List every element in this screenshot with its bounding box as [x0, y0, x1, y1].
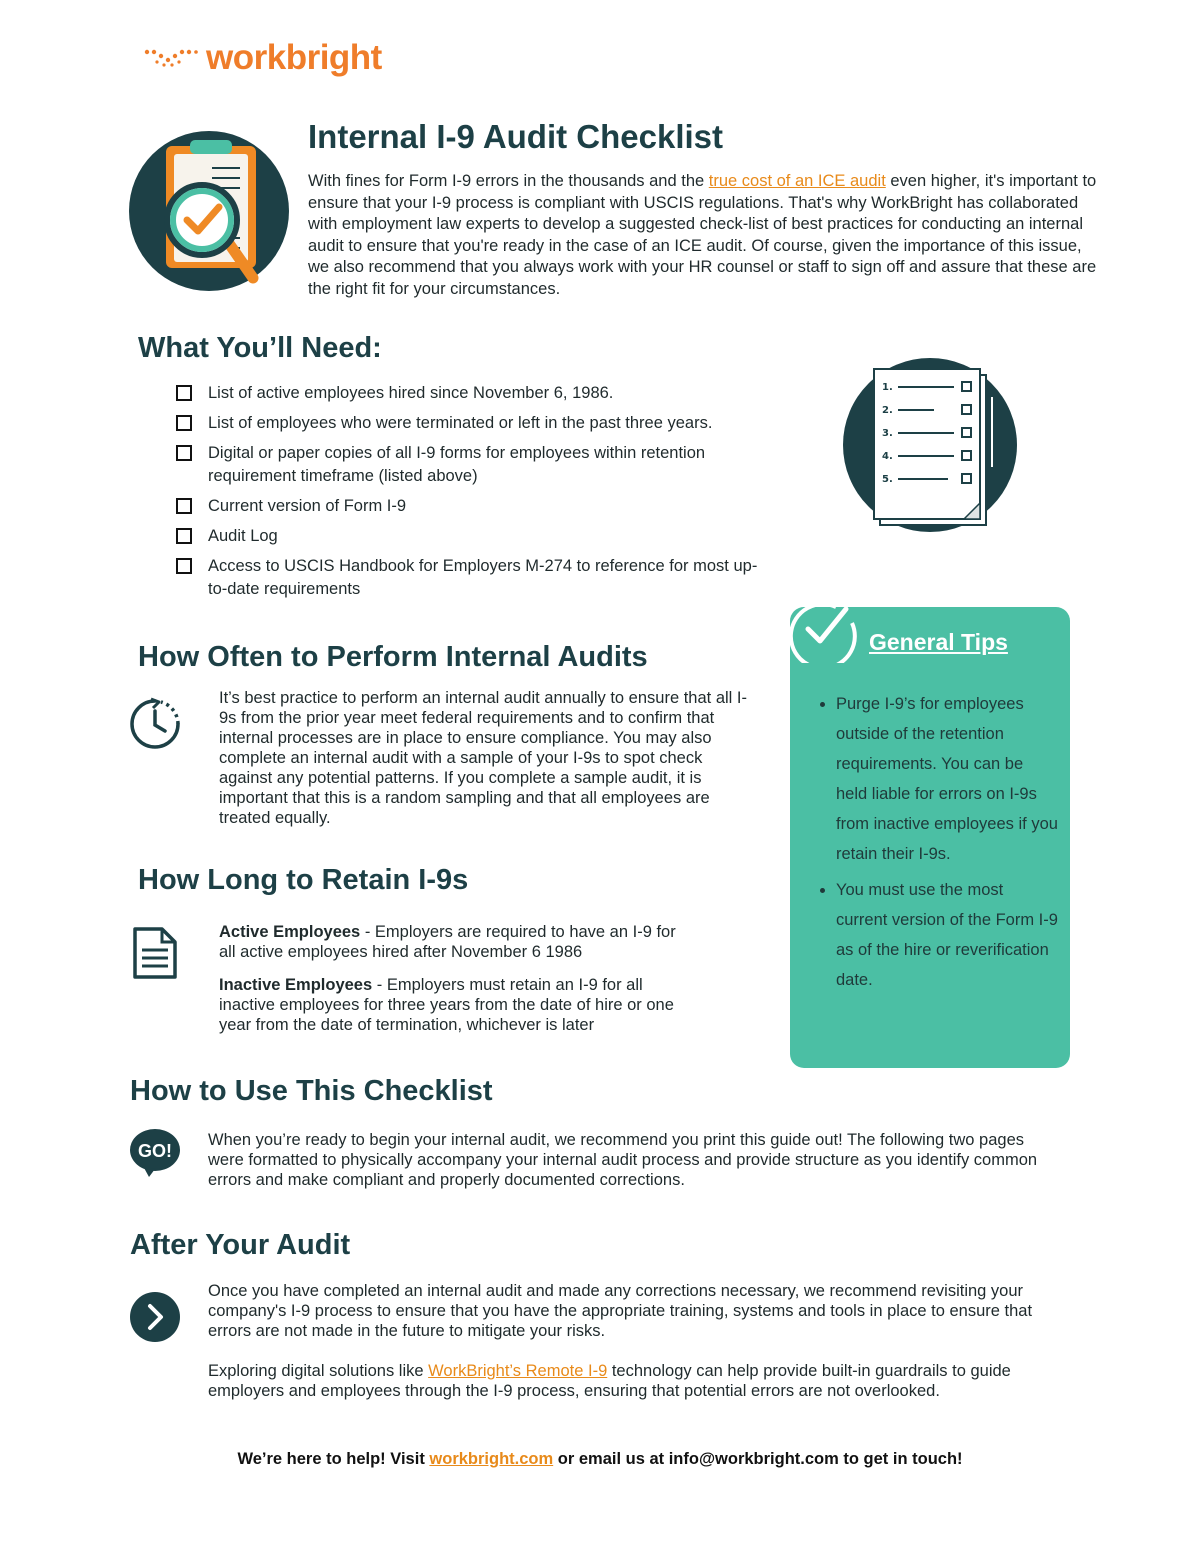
checkbox[interactable]: [176, 528, 192, 544]
needs-heading: What You’ll Need:: [138, 332, 382, 364]
list-item: Digital or paper copies of all I-9 forms for employees within retention requirement timeframe (listed above): [176, 442, 776, 488]
how-to-use-heading: How to Use This Checklist: [130, 1075, 493, 1107]
list-item: Audit Log: [176, 525, 776, 548]
after-audit-heading: After Your Audit: [130, 1229, 351, 1261]
svg-text:GO!: GO!: [138, 1141, 172, 1161]
tip-item: • Purge I-9’s for employees outside of the retention requirements. You can be held liable for errors on I-9s from inactive employees if you retain their I-9s.: [836, 689, 1058, 869]
checklist-number: 2.: [882, 405, 893, 416]
logo-text: workbright: [206, 38, 382, 77]
how-often-text: It’s best practice to perform an internal audit annually to ensure that all I-9s from the prior year meet federal requirements and to confirm that internal processes are in place to ensure compliance. You may also complete an internal audit with a sample of your I-9s to spot check against any potential patterns. If you complete a sample audit, it is important that this is a random sampling and that all employees are treated equally.: [219, 689, 747, 827]
after-audit-text: Once you have completed an internal audit and made any corrections necessary, we recommend revisiting your company's I-9 process to ensure that you have the appropriate training, systems and tools in place to ensure that errors are not made in the future to mitigate your risks.: [208, 1282, 1033, 1340]
checklist-number: 3.: [882, 428, 893, 439]
active-employees-text: Active Employees - Employers are required to have an I-9 for all active employees hired after November 6 1986: [219, 923, 676, 961]
checkmark-icon: [788, 603, 858, 663]
digital-solutions-text: Exploring digital solutions like WorkBright’s Remote I-9 technology can help provide built-in guardrails to guide employers and employees through the I-9 process, ensuring that potential errors are not overlooked.: [208, 1362, 1011, 1400]
how-often-heading: How Often to Perform Internal Audits: [138, 641, 648, 673]
checklist-number: 1.: [882, 382, 893, 393]
checklist-number: 4.: [882, 451, 893, 462]
workbright-website-link[interactable]: workbright.com: [429, 1450, 554, 1468]
tips-list: [836, 689, 1058, 1001]
workbright-logo[interactable]: [144, 38, 382, 78]
page-title: Internal I-9 Audit Checklist: [308, 118, 724, 155]
how-to-use-text: When you’re ready to begin your internal audit, we recommend you print this guide out! The following two pages were formatted to physically accompany your internal audit process and provide structure as you identify common errors and make compliant and properly documented corrections.: [208, 1131, 1038, 1189]
general-tips-box: [790, 607, 1070, 1068]
footer-contact: We’re here to help! Visit workbright.com or email us at info@workbright.com to get in touch!: [237, 1450, 963, 1468]
checklist-number: 5.: [882, 474, 893, 485]
logo-mark-icon: [144, 47, 198, 69]
ice-audit-cost-link[interactable]: true cost of an ICE audit: [708, 172, 886, 190]
arrow-right-circle-icon: [129, 1291, 181, 1343]
list-item: Current version of Form I-9: [176, 495, 776, 518]
tip-item: • You must use the most current version of the Form I-9 as of the hire or reverification date.: [836, 875, 1058, 995]
clock-icon: [128, 697, 182, 751]
inactive-employees-text: Inactive Employees - Employers must retain an I-9 for all inactive employees for three years from the date of hire or one year from the date of termination, whichever is later: [219, 976, 674, 1034]
document-icon: [132, 926, 178, 980]
list-item: List of active employees hired since November 6, 1986.: [176, 382, 776, 405]
remote-i9-link[interactable]: WorkBright’s Remote I-9: [428, 1362, 608, 1380]
how-long-heading: How Long to Retain I-9s: [138, 864, 469, 896]
go-speech-bubble-icon: [129, 1128, 181, 1178]
checkbox[interactable]: [176, 558, 192, 574]
intro-paragraph: With fines for Form I-9 errors in the thousands and the true cost of an ICE audit even higher, it's important to ensure that your I-9 process is compliant with USCIS regulations. That's why WorkBright has collaborated with employment law experts to develop a suggested check-list of best practices for conducting an internal audit to ensure that you're ready in the case of an ICE audit. Of course, given the importance of this issue, we also recommend that you always work with your HR counsel or staff to sign off and assure that these are the right fit for your circumstances.: [308, 172, 1097, 298]
checkbox[interactable]: [176, 385, 192, 401]
needs-checklist: [176, 382, 776, 608]
list-item: Access to USCIS Handbook for Employers M-274 to reference for most up-to-date requirements: [176, 555, 776, 601]
tips-title: General Tips: [869, 629, 1008, 655]
list-item: List of employees who were terminated or left in the past three years.: [176, 412, 776, 435]
numbered-checklist-icon: [842, 357, 1018, 533]
checkbox[interactable]: [176, 445, 192, 461]
clipboard-magnifier-icon: [128, 130, 290, 292]
checkbox[interactable]: [176, 498, 192, 514]
checkbox[interactable]: [176, 415, 192, 431]
